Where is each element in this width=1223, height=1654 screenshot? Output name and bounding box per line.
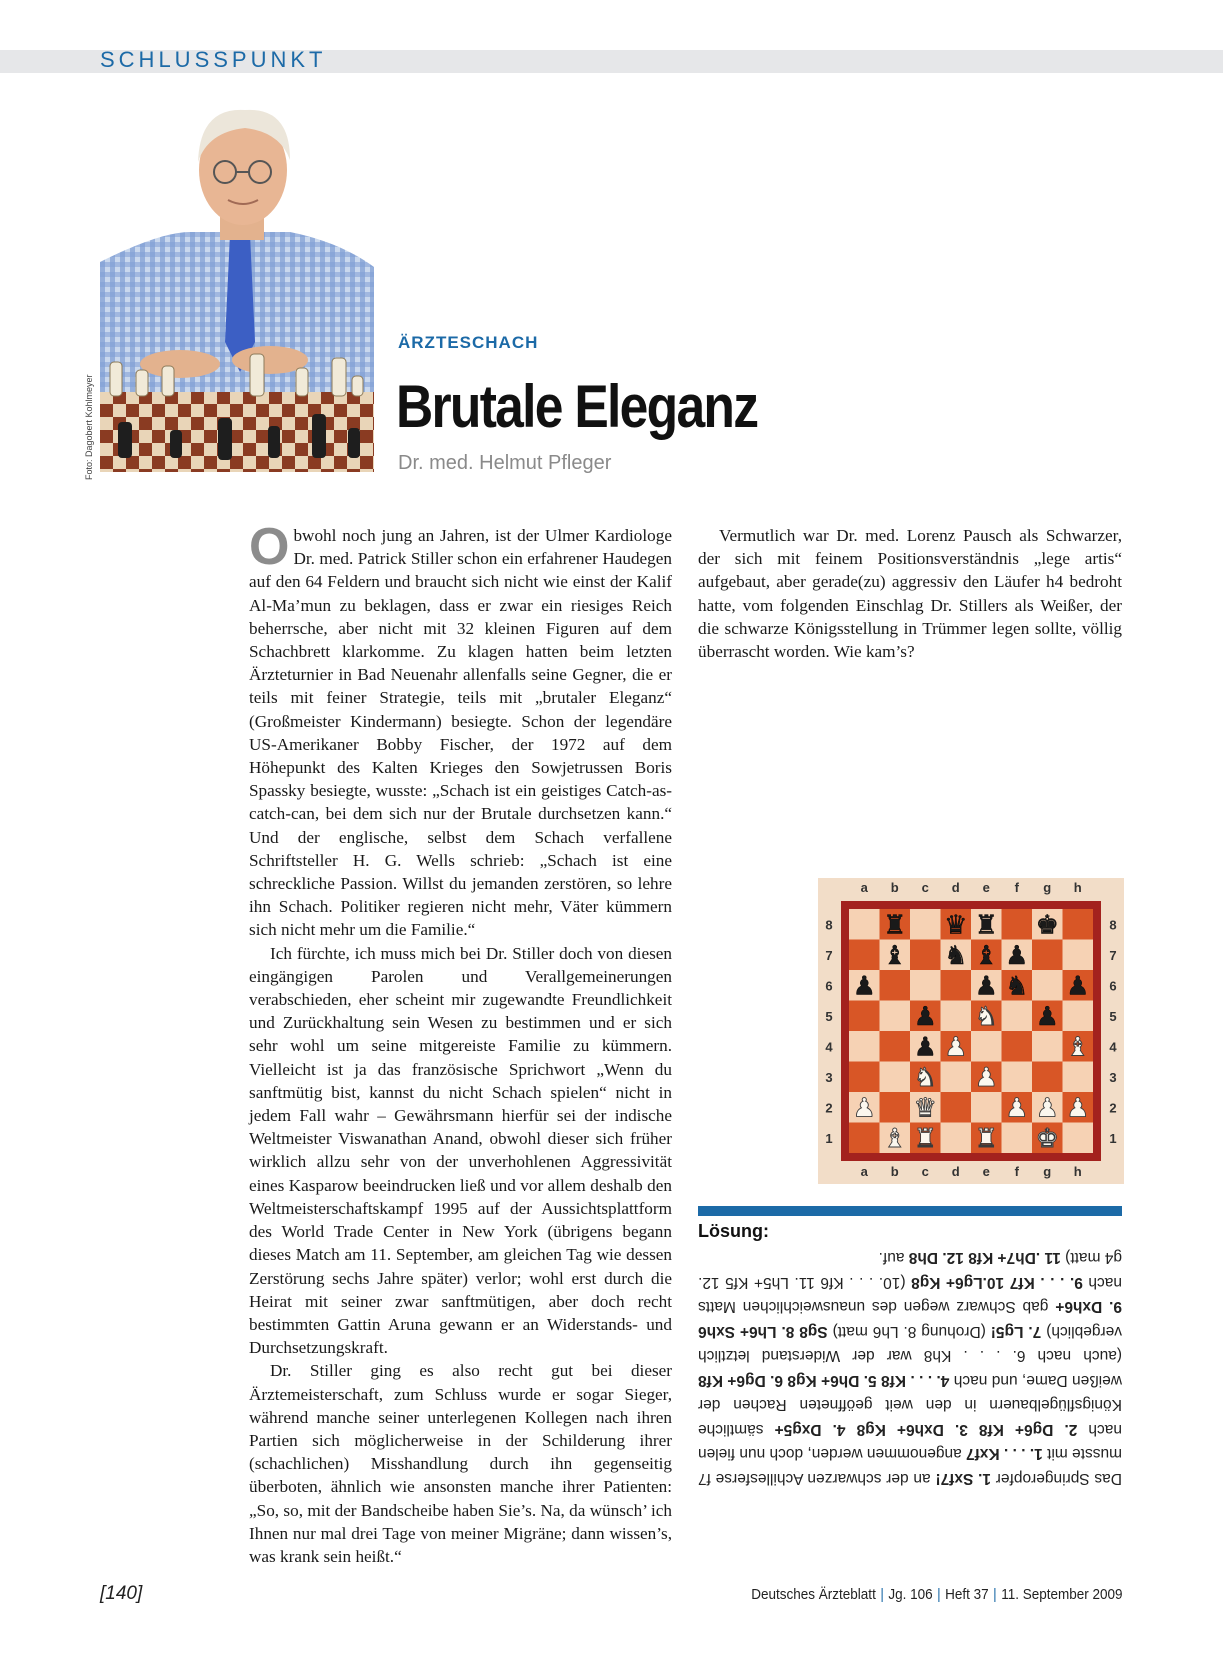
solution-move-4: 4. . . . Kf8 5. Dh6+ Kg8 6. Dg6+ Kf8 [698,1372,950,1389]
file-label: c [921,880,929,895]
solution-text-7: gab Schwarz wegen des unausweichlichen Matts nach [697,1274,1122,1316]
board-square [1063,940,1094,971]
board-square [849,1123,880,1154]
file-label: c [921,1164,929,1179]
white-pawn-piece: ♟ [974,1062,998,1093]
white-bishop-piece: ♝ [1066,1032,1090,1063]
journal-date: 11. September 2009 [1001,1586,1123,1603]
paragraph-2: Ich fürchte, ich muss mich bei Dr. Stiller doch von diesen eingängigen Parolen und Verallgemeinerungen verabschieden, eher scheint mir zugewandte Freundlichkeit und Zurückhaltung sein Wesen zu bestimmen und er sich sehr wohl um seine mitgereiste Familie zu kümmern. Vielleicht ist ja das französische Sprichwort „Wenn du sanftmütig bist, kannst du nicht Schach spielen“ nicht in jedem Fall wahr – Gewährsmann hierfür sei der indische Weltmeister Viswanathan Anand, obwohl dieser sich früher wirklich allzu sehr von der unverhohlenen Aggressivität eines Kasparow beeindrucken ließ und vor allem deshalb den Weltmeisterschaftskampf 1995 auf der Aussichtsplattform des World Trade Center in New York (übrigens begann dieses Match am 11. September, am gleichen Tag wie dessen Zerstörung sechs Jahre später) verlor; wohl erst durch die Heirat mit seiner zwar sanftmütigen, aber doch recht bestimmten Gattin Aruna gewann er an Widerstands- und Durchsetzungskraft. [249,943,672,1358]
board-square [971,1031,1002,1062]
rank-label: 5 [1109,1008,1117,1024]
chess-diagram [818,878,1124,1184]
kicker: ÄRZTESCHACH [398,333,539,352]
black-pawn-piece: ♟ [1005,940,1029,971]
paragraph-3: Dr. Stiller ging es also recht gut bei dieser Ärztemeisterschaft, zum Schluss wurde er sogar Sieger, während manche seiner unterlegenen Kollegen nach ihren Partien sich möglicherweise in der Schilderung ihrer (schachlichen) Misshandlung durch ihn gegenseitig überboten, ähnlich wie ansonsten manche ihrer Patienten: „So, so, mit der Bandscheibe haben Sie’s. Na, da wünsch’ ich Ihnen nur mal drei Tage von meiner Migräne; dann wissen’s, was krank sein heißt.“ [249,1361,672,1566]
board-square [941,1001,972,1032]
board-square [849,1031,880,1062]
section-label: SCHLUSSPUNKT [100,47,327,72]
solution-text-5: (auch nach 6. . . . Kh8 war der Widerstand letztlich vergeblich) [698,1323,1122,1365]
board-square [1063,1001,1094,1032]
dropcap: O [249,518,290,576]
black-pawn-piece: ♟ [1066,971,1090,1002]
journal-name: Deutsches Ärzteblatt [751,1586,877,1603]
board-square [1063,909,1094,940]
file-label: a [860,1164,868,1179]
paragraph-1-text: bwohl noch jung an Jahren, ist der Ulmer Kardiologe Dr. med. Patrick Stiller schon ein erfahrener Haudegen auf den 64 Feldern und braucht sich nicht wie einst der Kalif Al-Ma’mun zu beklagen, dass er zwar ein riesiges Reich beherrsche, aber nicht mit 32 kleinen Figuren auf dem Schachbrett klarkomme. Zu klagen hatten beim letzten Ärzteturnier in Bad Neuenahr allenfalls seine Gegner, die er teils mit feiner Strategie, teils mit „brutaler Eleganz“ (Großmeister Kindermann) besiegte. Schon der legendäre US-Amerikaner Bobby Fischer, der 1972 auf dem Höhepunkt des Kalten Krieges den Sowjetrussen Boris Spassky besiegte, wusste: „Schach ist ein geistiges Catch-as-catch-can, bei dem sich nur der Brutale durchsetzen kann.“ Und der englische, selbst dem Schach verfallene Schriftsteller H. G. Wells schrieb: „Schach ist eine schreckliche Passion. Willst du jemanden zerstören, so lehre ihn Schach. Politiker regieren nicht mehr, Väter kümmern sich nicht mehr um die Familie.“ [249,526,672,940]
journal-footer: Deutsches Ärzteblatt | Jg. 106 | Heft 37 | 11. September 2009 [751,1586,1123,1603]
white-rook-piece: ♜ [974,1123,998,1154]
board-square [1063,1062,1094,1093]
journal-issue: Heft 37 [945,1586,990,1603]
solution-text-4: sämtliche Königsflügelbauern in den weit geöffneten Rachen der weißen Dame, und nach [698,1372,1122,1438]
page-number: [140] [100,1583,143,1604]
file-label: e [982,1164,990,1179]
white-pawn-piece: ♟ [1035,1093,1059,1124]
solution-text-6: (Drohung 8. Lh6 matt) [827,1323,991,1340]
board-square [1032,940,1063,971]
solution-text-3: angenommen werden, doch nun fielen nach [698,1421,1122,1463]
rank-label: 6 [825,978,833,994]
file-label: e [982,880,990,895]
file-label: a [860,880,868,895]
solution-text-9: auf. [878,1249,909,1267]
rank-label: 7 [1109,947,1117,963]
rank-label: 6 [1109,978,1117,994]
black-knight-piece: ♞ [1005,971,1029,1002]
article-column-right [698,524,1122,663]
file-label: d [951,880,960,895]
white-knight-piece: ♞ [974,1001,998,1032]
rank-label: 5 [825,1008,833,1024]
solution-title: Lösung: [698,1221,769,1241]
paragraph-1 [249,518,672,942]
rank-label: 3 [1109,1069,1117,1085]
board-square [849,940,880,971]
black-bishop-piece: ♝ [883,940,907,971]
file-label: h [1073,1164,1082,1179]
rank-label: 4 [1109,1039,1117,1055]
white-knight-piece: ♞ [913,1062,937,1093]
file-label: b [890,1164,899,1179]
board-square [971,1092,1002,1123]
solution-text-1: Das Springeropfer [991,1470,1122,1487]
rank-label: 2 [1109,1100,1117,1116]
white-pawn-piece: ♟ [944,1032,968,1063]
black-bishop-piece: ♝ [974,940,998,971]
solution-text-8: (10. . . . Kf6 11. Lh5+ Kf5 12. g4 matt) [698,1249,1122,1291]
black-pawn-piece: ♟ [913,1001,937,1032]
board-square [880,1031,911,1062]
white-rook-piece: ♜ [913,1123,937,1154]
white-pawn-piece: ♟ [1066,1093,1090,1124]
page-title: Brutale Eleganz [396,373,758,440]
board-square [1002,1062,1033,1093]
rank-label: 3 [825,1069,833,1085]
board-square [1063,1123,1094,1154]
board-square [910,909,941,940]
board-square [1032,1062,1063,1093]
board-square [880,1062,911,1093]
chess-board [818,878,1124,1184]
board-square [910,940,941,971]
file-label: b [890,880,899,895]
file-label: f [1014,880,1019,895]
board-square [1032,970,1063,1001]
rank-label: 8 [825,917,833,933]
solution-move-8: 11 .Dh7+ Kf8 12. Dh8 [908,1249,1061,1267]
board-square [941,1123,972,1154]
board-square [941,1092,972,1123]
black-king-piece: ♚ [1035,910,1059,941]
board-square [1032,1031,1063,1062]
author-name: Dr. med. Helmut Pfleger [398,452,612,474]
file-label: g [1043,1164,1052,1179]
rank-label: 4 [825,1039,833,1055]
black-rook-piece: ♜ [883,910,907,941]
board-square [849,1062,880,1093]
black-pawn-piece: ♟ [1035,1001,1059,1032]
rank-label: 1 [1109,1130,1117,1146]
black-pawn-piece: ♟ [974,971,998,1002]
solution-move-5: 7. Lg5! [990,1323,1042,1340]
file-label: d [951,1164,960,1179]
board-square [1002,1123,1033,1154]
file-label: f [1014,1164,1019,1179]
file-label: g [1043,880,1052,895]
board-square [941,1062,972,1093]
black-knight-piece: ♞ [944,940,968,971]
board-square [880,1092,911,1123]
solution-paragraph [698,1245,1122,1490]
white-bishop-piece: ♝ [883,1123,907,1154]
black-pawn-piece: ♟ [913,1032,937,1063]
journal-volume: Jg. 106 [888,1586,934,1603]
solution-move-7: 9. . . . Kf7 10.Lg6+ Kg8 [911,1274,1083,1291]
board-square [880,1001,911,1032]
board-square [849,1001,880,1032]
board-square [1002,909,1033,940]
board-square [941,970,972,1001]
white-king-piece: ♚ [1035,1123,1059,1154]
rank-label: 1 [825,1130,833,1146]
article-column-left [249,518,672,1568]
board-square [1002,1001,1033,1032]
solution-move-3: 2. Dg6+ Kf8 3. Dxh6+ Kg8 4. Dxg5+ [774,1421,1078,1438]
solution-move-6: Sg8 8. Lh6+ Sxh6 9. Dxh6+ [697,1298,1122,1340]
solution-text-2: an der schwarzen Achillesferse f7 musste mit [697,1445,1122,1487]
black-pawn-piece: ♟ [852,971,876,1002]
solution-move-2: 1. . . . Kxf7 [966,1445,1043,1463]
file-label: h [1073,880,1082,895]
board-square [849,909,880,940]
rank-label: 8 [1109,917,1117,933]
rank-label: 7 [825,947,833,963]
black-rook-piece: ♜ [974,910,998,941]
solution-move-1: 1. Sxf7! [935,1470,992,1487]
white-queen-piece: ♛ [913,1093,937,1124]
board-square [1002,1031,1033,1062]
white-pawn-piece: ♟ [1005,1093,1029,1124]
paragraph-4: Vermutlich war Dr. med. Lorenz Pausch als Schwarzer, der sich mit feinem Positionsverständnis „lege artis“ aufgebaut, aber gerade(zu) aggressiv den Läufer h4 bedroht hatte, vom folgenden Einschlag Dr. Stillers als Weißer, der die schwarze Königsstellung in Trümmer legen sollte, völlig überrascht worden. Wie kam’s? [698,526,1122,662]
solution-text [698,1248,1122,1490]
photo-credit: Foto: Dagobert Kohlmeyer [84,374,94,480]
rank-label: 2 [825,1100,833,1116]
white-pawn-piece: ♟ [852,1093,876,1124]
solution-rule [698,1206,1122,1216]
black-queen-piece: ♛ [944,910,968,941]
author-photo [100,92,374,472]
board-square [910,970,941,1001]
board-square [880,970,911,1001]
